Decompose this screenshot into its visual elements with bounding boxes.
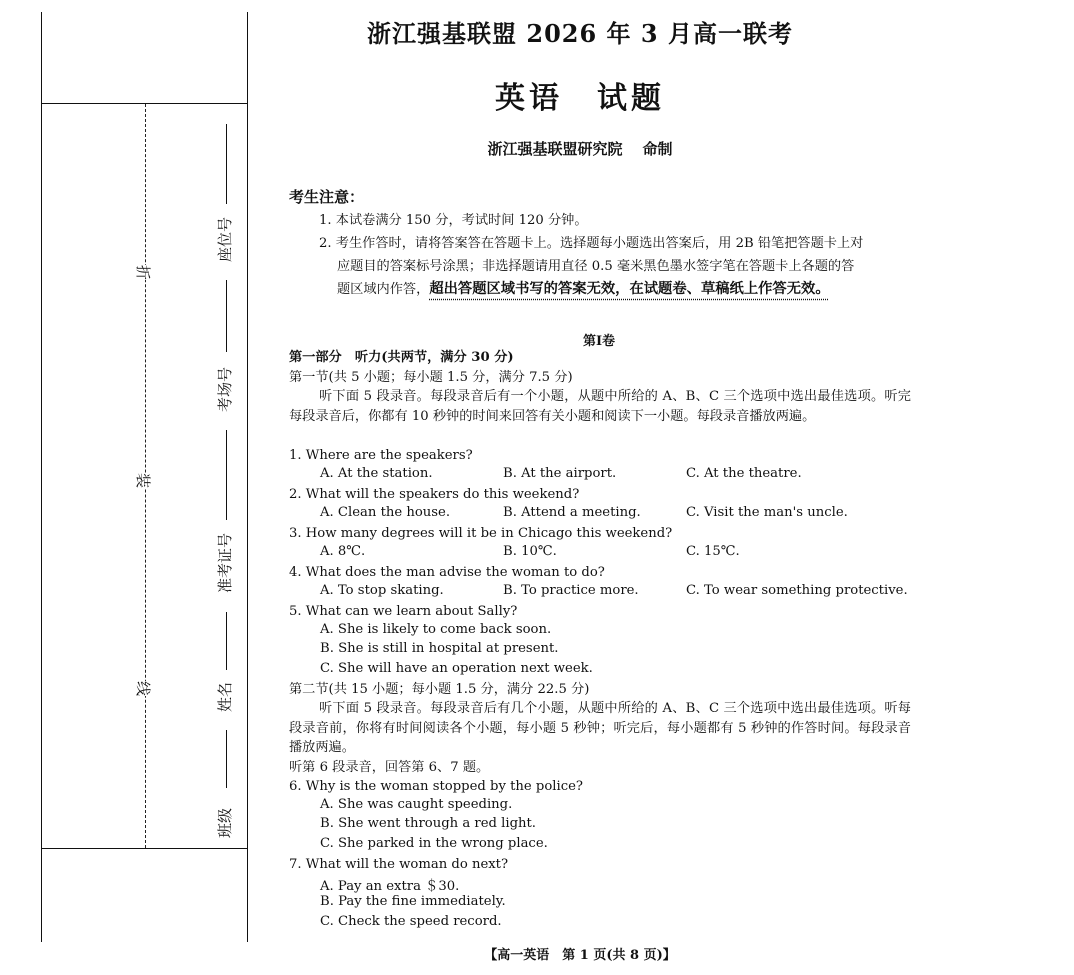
option-a: A. Clean the house.: [320, 505, 451, 520]
question-2: 2. What will the speakers do this weekend?: [289, 487, 580, 502]
producer-line: [250, 138, 910, 159]
section2-instructions: 听下面 5 段录音。每段录音后有几个小题，从题中所给的 A、B、C 三个选项中选出最佳选项。听每段录音前，你将有时间阅读各个小题，每小题 5 秒钟；听完后，每小题都有 5 秒钟的作答时间。每段录音播放两遍。: [289, 701, 911, 756]
question-6: 6. Why is the woman stopped by the police?: [289, 779, 583, 794]
section1-title: 第一节(共 5 小题；每小题 1.5 分，满分 7.5 分): [289, 370, 573, 385]
passage-6-instruction: 听第 6 段录音，回答第 6、7 题。: [289, 760, 490, 775]
option-c: C. At the theatre.: [686, 466, 802, 481]
notice-item-2-warning: 超出答题区域书写的答案无效，在试题卷、草稿纸上作答无效。: [429, 281, 830, 297]
question-5-option-b: B. She is still in hospital at present.: [320, 641, 559, 656]
option-b: B. To practice more.: [503, 583, 639, 598]
question-6-option-b: B. She went through a red light.: [320, 816, 536, 831]
notice-item-1: 1. 本试卷满分 150 分，考试时间 120 分钟。: [319, 213, 588, 228]
section1-instructions: 听下面 5 段录音。每段录音后有一个小题，从题中所给的 A、B、C 三个选项中选出最佳选项。听完每段录音后，你都有 10 秒钟的时间来回答有关小题和阅读下一小题。每段录音播放两遍。: [289, 389, 911, 424]
seat-number-line: [226, 124, 227, 204]
question-5-option-c: C. She will have an operation next week.: [320, 661, 593, 676]
notice-item-2-line-c: [319, 278, 911, 301]
exam-title: 浙江强基联盟 2026 年 3 月高一联考: [367, 19, 793, 48]
option-a: A. 8℃.: [320, 544, 366, 559]
option-b: B. Attend a meeting.: [503, 505, 641, 520]
option-b: B. At the airport.: [503, 466, 617, 481]
option-a: A. To stop skating.: [320, 583, 444, 598]
room-number-label: 考场号: [216, 366, 234, 412]
part1-title: 第一部分 听力(共两节，满分 30 分): [289, 350, 514, 365]
subject-title: [250, 73, 910, 117]
subject-name: 英语: [495, 81, 563, 116]
room-number-line: [226, 280, 227, 352]
question-7: 7. What will the woman do next?: [289, 857, 509, 872]
option-c: C. Visit the man's uncle.: [686, 505, 848, 520]
option-a: A. At the station.: [320, 466, 433, 481]
page-footer: 【高一英语 第 1 页(共 8 页)】: [484, 948, 676, 963]
question-7-option-a: A. Pay an extra ＄30.: [320, 879, 460, 894]
question-1: 1. Where are the speakers?: [289, 448, 473, 463]
margin-line-left: [41, 12, 42, 942]
question-3: 3. How many degrees will it be in Chicago this weekend?: [289, 526, 673, 541]
section2-title: 第二节(共 15 小题；每小题 1.5 分，满分 22.5 分): [289, 682, 590, 697]
option-c: C. 15℃.: [686, 544, 740, 559]
notice-heading: 考生注意：: [289, 188, 365, 206]
option-c: C. To wear something protective.: [686, 583, 908, 598]
producer-name: 浙江强基联盟研究院: [487, 140, 623, 158]
fold-char-mid: 装: [134, 472, 153, 489]
fold-char-bottom: 线: [134, 680, 153, 697]
question-5-option-a: A. She is likely to come back soon.: [320, 622, 552, 637]
notice-item-2-line-b: 应题目的答案标号涂黑；非选择题请用直径 0.5 毫米黑色墨水签字笔在答题卡上各题的答: [337, 259, 855, 274]
margin-bottom-rule: [41, 848, 247, 849]
notice-item-2-text: 题区域内作答，: [337, 282, 430, 297]
notice-item-2-line-a: 2. 考生作答时，请将答案答在答题卡上。选择题每小题选出答案后，用 2B 铅笔把答题卡上对: [319, 236, 864, 251]
margin-line-right: [247, 12, 248, 942]
margin-top-rule: [41, 103, 247, 104]
question-5: 5. What can we learn about Sally?: [289, 604, 518, 619]
volume-heading: 第Ⅰ卷: [582, 334, 616, 349]
class-label: 班级: [216, 807, 234, 838]
seat-number-label: 座位号: [216, 216, 234, 262]
name-line: [226, 612, 227, 670]
name-label: 姓名: [216, 681, 234, 712]
option-b: B. 10℃.: [503, 544, 557, 559]
question-6-option-a: A. She was caught speeding.: [320, 797, 513, 812]
notice-item-2: [319, 232, 911, 301]
question-4: 4. What does the man advise the woman to do?: [289, 565, 605, 580]
class-line: [226, 730, 227, 788]
ticket-number-label: 准考证号: [216, 532, 234, 593]
ticket-number-line: [226, 430, 227, 520]
producer-suffix: 命制: [642, 140, 673, 158]
question-7-option-b: B. Pay the fine immediately.: [320, 894, 506, 909]
fold-char-top: 折: [134, 264, 153, 281]
question-6-option-c: C. She parked in the wrong place.: [320, 836, 548, 851]
paper-kind: 试题: [597, 81, 665, 116]
question-7-option-c: C. Check the speed record.: [320, 914, 502, 929]
